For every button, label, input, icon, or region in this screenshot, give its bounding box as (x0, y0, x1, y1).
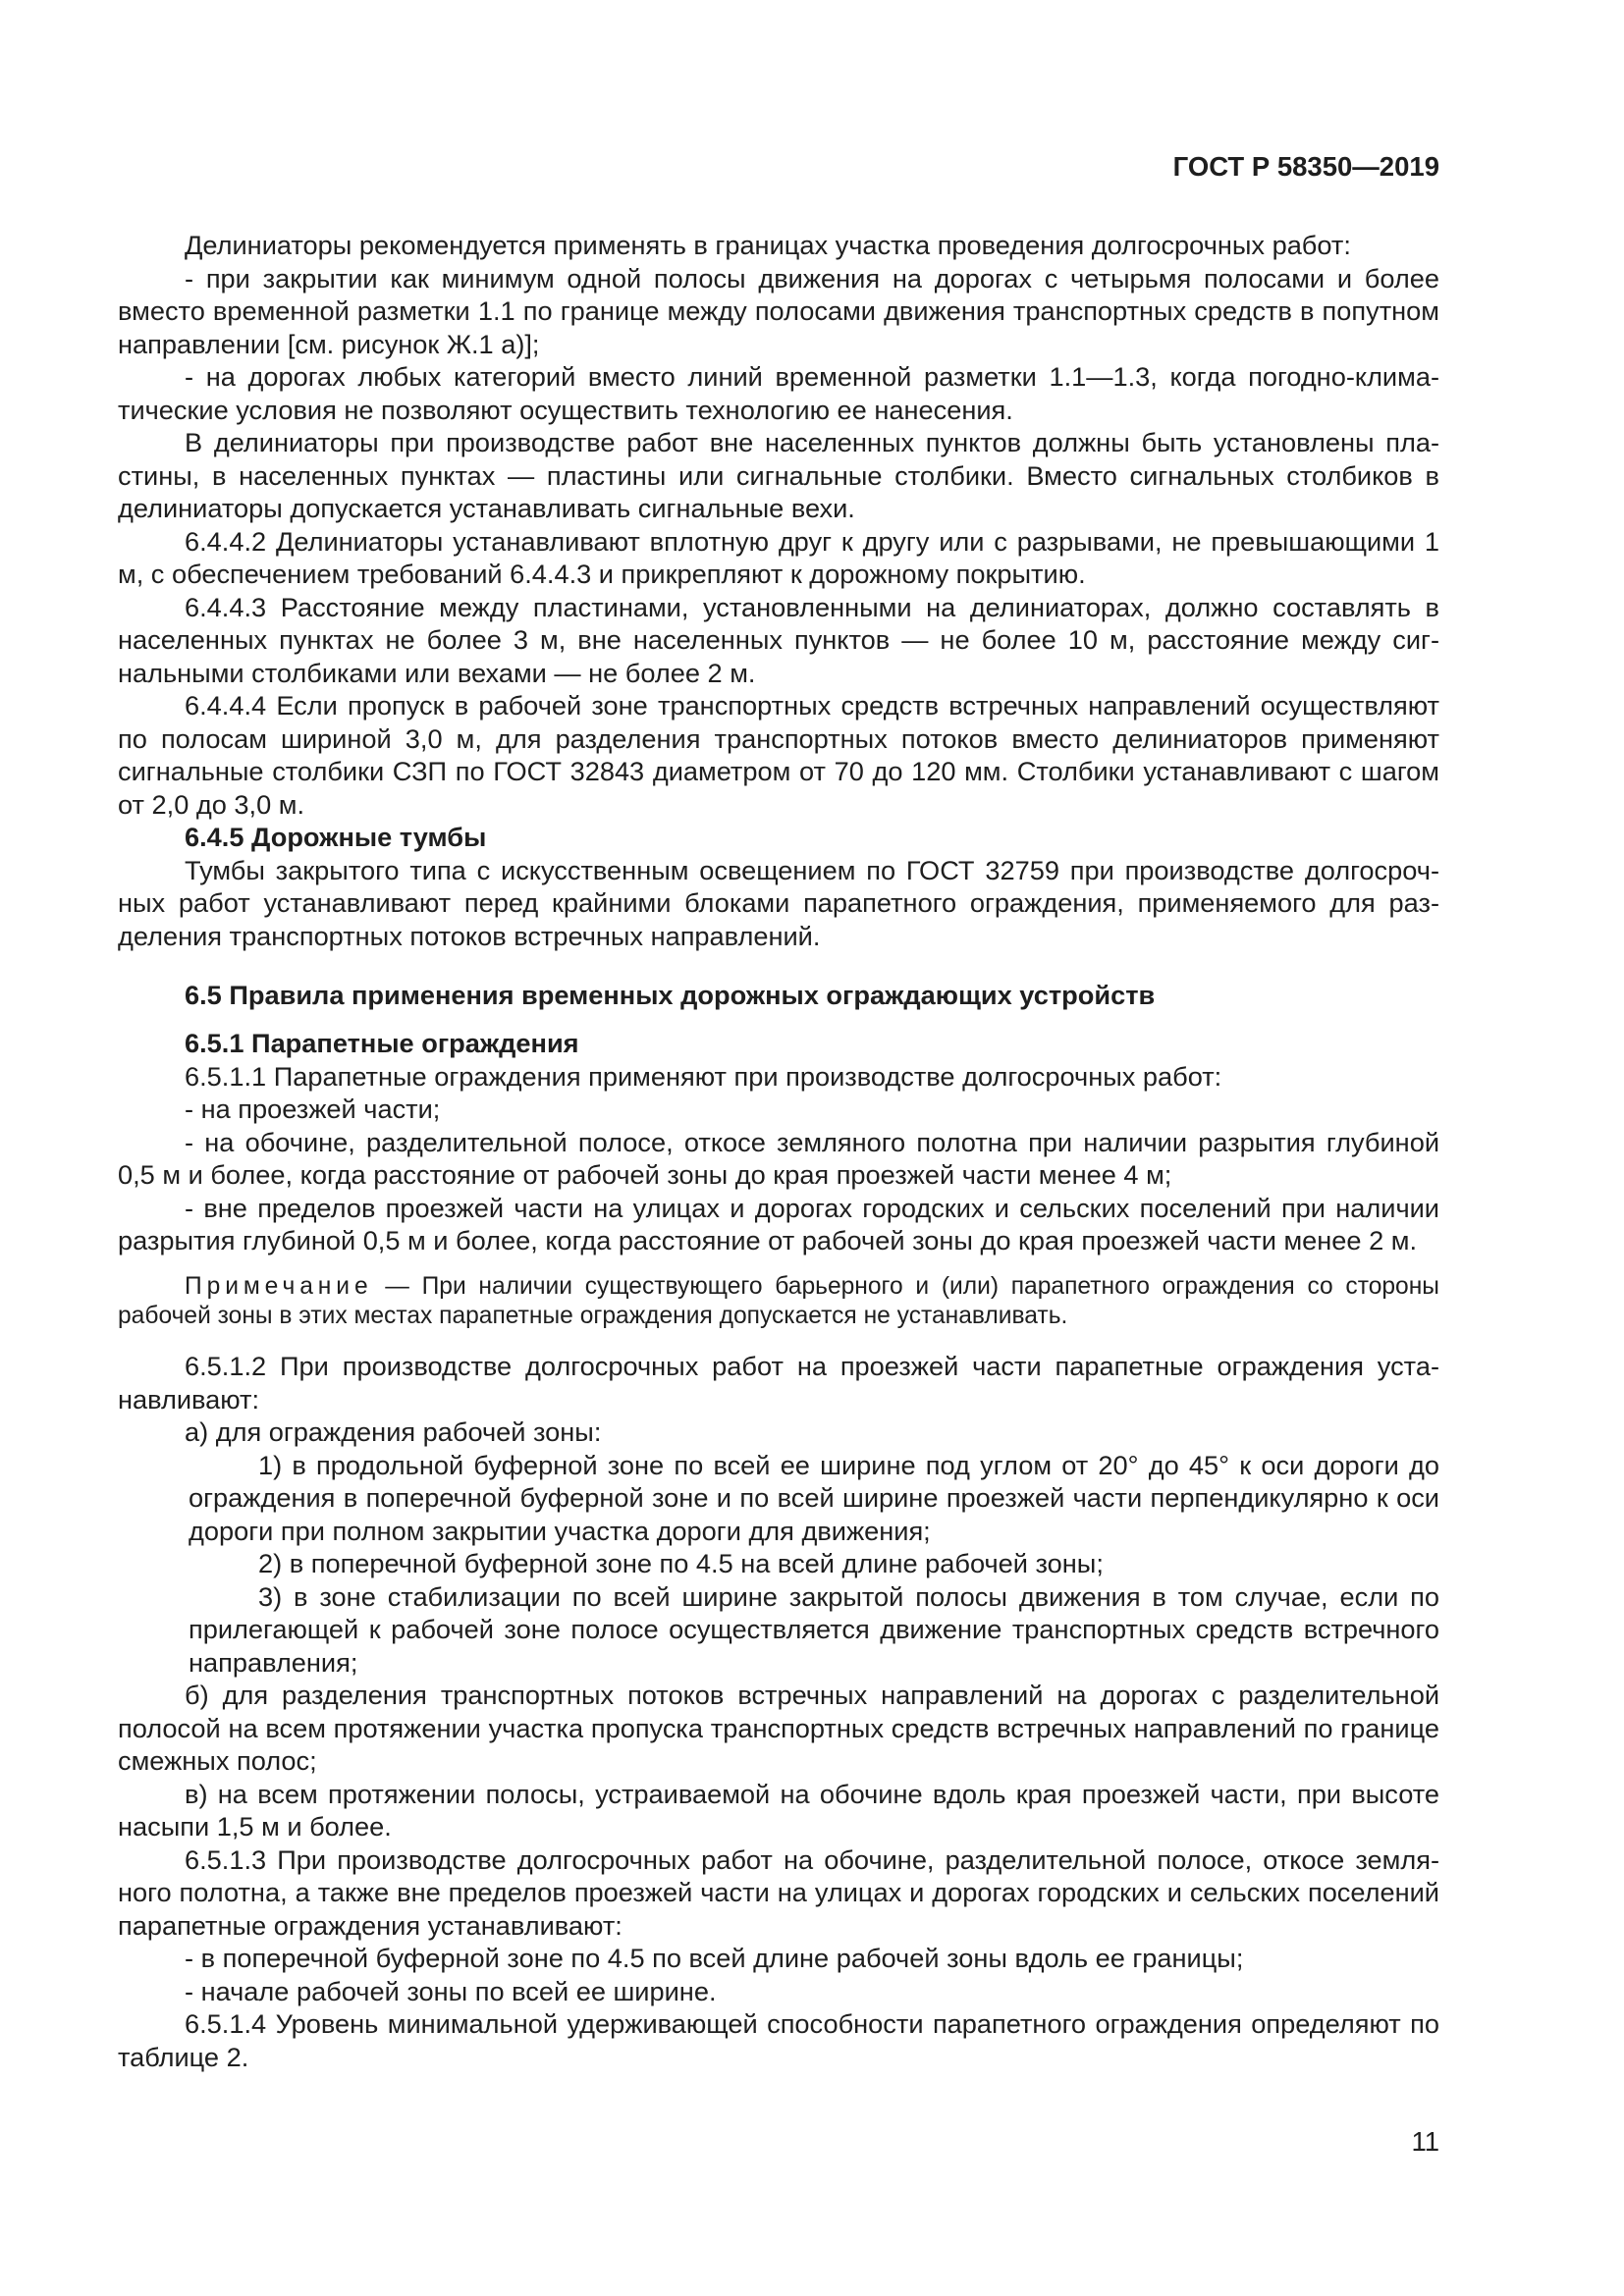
sub-list-item: 1) в продольной буферной зоне по всей ее ширине под углом от 20° до 45° к оси дороги до ограждения в поперечной буферной зоне и по всей ширине проезжей части перпендикулярно к оси дороги при полном закрытии участка дороги для движения; (189, 1449, 1439, 1546)
document-number: ГОСТ Р 58350—2019 (1172, 151, 1439, 182)
sub-list-item: 2) в поперечной буферной зоне по 4.5 на всей длине рабочей зоны; (258, 1548, 1104, 1579)
page-number: 11 (1411, 2126, 1439, 2157)
paragraph: Тумбы закрытого типа с искусственным освещением по ГОСТ 32759 при производстве долгосрочных работ устанавливают перед крайними блоками парапетного ограждения, применяемого для разделения транспортных потоков встречных направлений. (118, 854, 1439, 951)
clause-6-5-1-4: 6.5.1.4 Уровень минимальной удерживающей способности парапетного ограждения определяют по таблице 2. (118, 2008, 1439, 2072)
note-text: — При наличии существующего барьерного и (или) парапетного ограждения со стороны рабочей зоны в этих местах парапетные ограждения допускается не устанавливать. (118, 1272, 1439, 1329)
list-item: в) на всем протяжении полосы, устраиваемой на обочине вдоль края проезжей части, при высоте насыпи 1,5 м и более. (118, 1778, 1439, 1842)
list-item: - при закрытии как минимум одной полосы движения на дорогах с четырьмя полосами и более вместо временной разметки 1.1 по границе между полосами движения транспортных средств в попутном направлении [см. рисунок Ж.1 а)]; (118, 262, 1439, 359)
subsection-heading-6-4-5: 6.4.5 Дорожные тумбы (185, 822, 487, 852)
list-item: б) для разделения транспортных потоков встречных направлений на дорогах с разделительной полосой на всем протяжении участка пропуска транспортных средств встречных направлений по границе смежных полос; (118, 1680, 1439, 1777)
clause-6-5-1-3: 6.5.1.3 При производстве долгосрочных работ на обочине, разделительной полосе, откосе земляного полотна, а также вне пределов проезжей части на улицах и дорогах городских и сельских поселений парапетные ограждения устанавливают: (118, 1843, 1439, 1941)
clause-6-4-4-4: 6.4.4.4 Если пропуск в рабочей зоне транспортных средств встречных направлений осуществляют по полосам шириной 3,0 м, для разделения транспортных потоков вместо делиниаторов применяют сигнальные столбики СЗП по ГОСТ 32843 диаметром от 70 до 120 мм. Столбики устанавливают с шагом от 2,0 до 3,0 м. (118, 690, 1439, 820)
subsection-heading-6-5-1: 6.5.1 Парапетные ограждения (185, 1028, 579, 1059)
clause-6-5-1-2: 6.5.1.2 При производстве долгосрочных работ на проезжей части парапетные ограждения устанавливают: (118, 1351, 1439, 1415)
list-item: - начале рабочей зоны по всей ее ширине. (185, 1975, 717, 2006)
section-heading-6-5: 6.5 Правила применения временных дорожных ограждающих устройств (185, 979, 1156, 1010)
paragraph: В делиниаторы при производстве работ вне населенных пунктов должны быть установлены пластины, в населенных пунктах — пластины или сигнальные столбики. Вместо сигнальных столбиков в делиниаторы допускается устанавливать сигнальные вехи. (118, 427, 1439, 523)
note (118, 1272, 1439, 1331)
note-label: Примечание (185, 1272, 373, 1300)
clause-6-4-4-3: 6.4.4.3 Расстояние между пластинами, установленными на делиниаторах, должно составлять в населенных пунктах не более 3 м, вне населенных пунктов — не более 10 м, расстояние между сигнальными столбиками или вехами — не более 2 м. (118, 591, 1439, 688)
list-item: - в поперечной буферной зоне по 4.5 по всей длине рабочей зоны вдоль ее границы; (185, 1943, 1244, 1974)
clause-6-5-1-1: 6.5.1.1 Парапетные ограждения применяют при производстве долгосрочных работ: (185, 1060, 1222, 1092)
list-item: - вне пределов проезжей части на улицах и дорогах городских и сельских поселений при наличии разрытия глубиной 0,5 м и более, когда расстояние от рабочей зоны до края проезжей части менее 2 м. (118, 1192, 1439, 1256)
list-item: а) для ограждения рабочей зоны: (185, 1416, 602, 1448)
document-body (118, 229, 1439, 2073)
list-item: - на обочине, разделительной полосе, откосе земляного полотна при наличии разрытия глубиной 0,5 м и более, когда расстояние от рабочей зоны до края проезжей части менее 4 м; (118, 1126, 1439, 1191)
sub-list-item: 3) в зоне стабилизации по всей ширине закрытой полосы движения в том случае, если по прилегающей к рабочей зоне полосе осуществляется движение транспортных средств встречного направления; (189, 1580, 1439, 1678)
paragraph: Делиниаторы рекомендуется применять в границах участка проведения долгосрочных работ: (185, 230, 1351, 260)
list-item: - на дорогах любых категорий вместо линий временной разметки 1.1—1.3, когда погодно-климатические условия не позволяют осуществить технологию ее нанесения. (118, 361, 1439, 425)
clause-6-4-4-2: 6.4.4.2 Делиниаторы устанавливают вплотную друг к другу или с разрывами, не превышающими 1 м, с обеспечением требований 6.4.4.3 и прикрепляют к дорожному покрытию. (118, 525, 1439, 589)
list-item: - на проезжей части; (185, 1094, 441, 1125)
